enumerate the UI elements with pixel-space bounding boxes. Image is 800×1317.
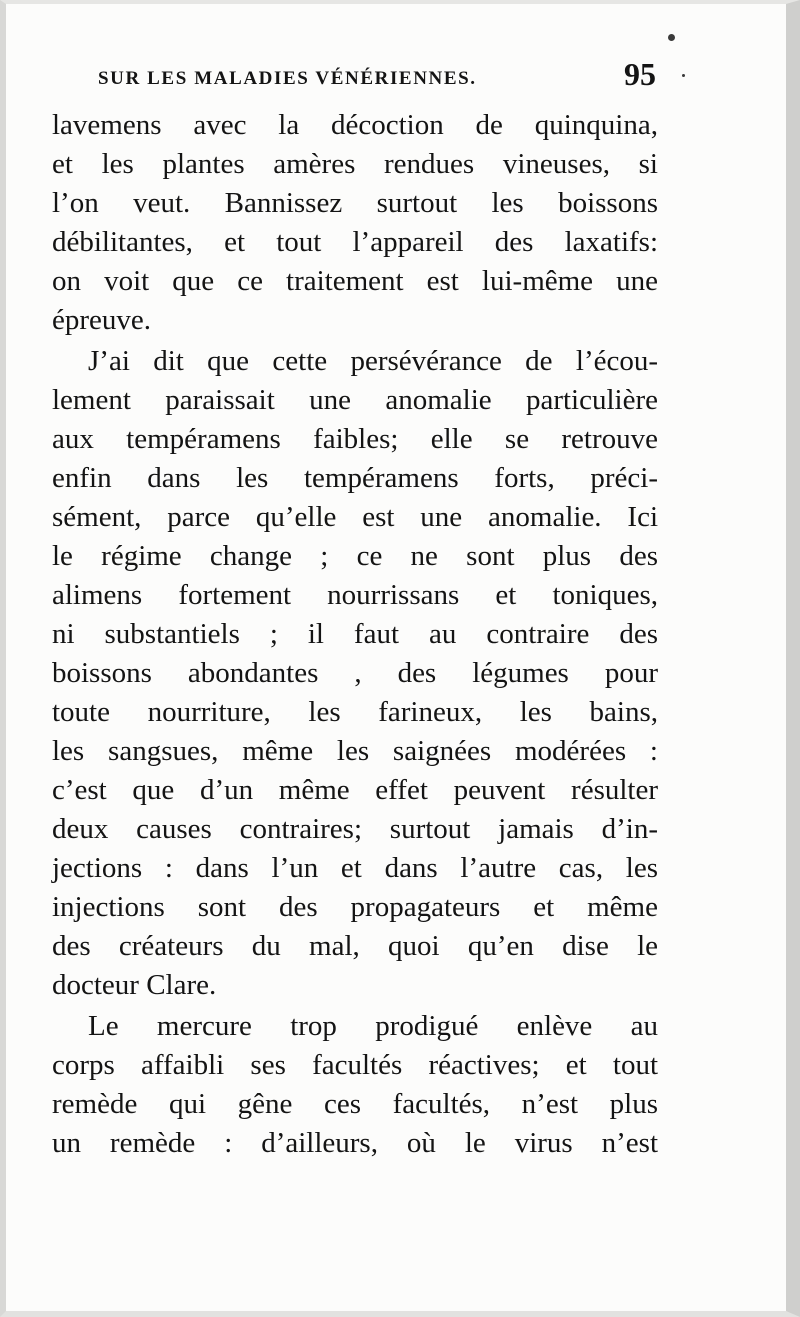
text-line: enfin dans les tempéramens forts, préci- xyxy=(52,462,658,494)
running-title: SUR LES MALADIES VÉNÉRIENNES. xyxy=(98,68,477,89)
text-line: toute nourriture, les farineux, les bains, xyxy=(52,696,658,728)
text-line: J’ai dit que cette persévérance de l’écou- xyxy=(88,345,658,377)
text-line: remède qui gêne ces facultés, n’est plus xyxy=(52,1088,658,1120)
paragraph-2 xyxy=(52,342,658,1005)
text-line: le régime change ; ce ne sont plus des xyxy=(52,540,658,572)
text-line: alimens fortement nourrissans et toniques, xyxy=(52,579,658,611)
text-line: boissons abondantes , des légumes pour xyxy=(52,657,658,689)
ink-spot xyxy=(682,74,685,77)
text-line: docteur Clare. xyxy=(52,969,217,1001)
text-line: ni substantiels ; il faut au contraire des xyxy=(52,618,658,650)
text-line: lavemens avec la décoction de quinquina, xyxy=(52,109,658,141)
text-line: l’on veut. Bannissez surtout les boissons xyxy=(52,187,658,219)
text-line: injections sont des propagateurs et même xyxy=(52,891,658,923)
text-line: deux causes contraires; surtout jamais d’in- xyxy=(52,813,658,845)
ink-spot xyxy=(668,34,675,41)
text-line: des créateurs du mal, quoi qu’en dise le xyxy=(52,930,658,962)
text-line: aux tempéramens faibles; elle se retrouve xyxy=(52,423,658,455)
text-line: épreuve. xyxy=(52,304,152,336)
text-line: Le mercure trop prodigué enlève au xyxy=(88,1010,658,1042)
text-line: un remède : d’ailleurs, où le virus n’est xyxy=(52,1127,658,1159)
text-line: c’est que d’un même effet peuvent résulter xyxy=(52,774,658,806)
paragraph-3 xyxy=(52,1007,658,1163)
text-line: les sangsues, même les saignées modérées : xyxy=(52,735,658,767)
paragraph-1 xyxy=(52,106,658,340)
text-line: et les plantes amères rendues vineuses, si xyxy=(52,148,658,180)
text-line: lement paraissait une anomalie particulière xyxy=(52,384,658,416)
text-line: sément, parce qu’elle est une anomalie. Ici xyxy=(52,501,658,533)
body-text xyxy=(52,106,658,1165)
text-line: débilitantes, et tout l’appareil des laxatifs: xyxy=(52,226,658,258)
text-line: corps affaibli ses facultés réactives; et tout xyxy=(52,1049,658,1081)
text-line: jections : dans l’un et dans l’autre cas, les xyxy=(52,852,658,884)
text-line: on voit que ce traitement est lui-même une xyxy=(52,265,658,297)
page-number: 95 xyxy=(624,56,656,92)
running-head xyxy=(86,56,656,102)
